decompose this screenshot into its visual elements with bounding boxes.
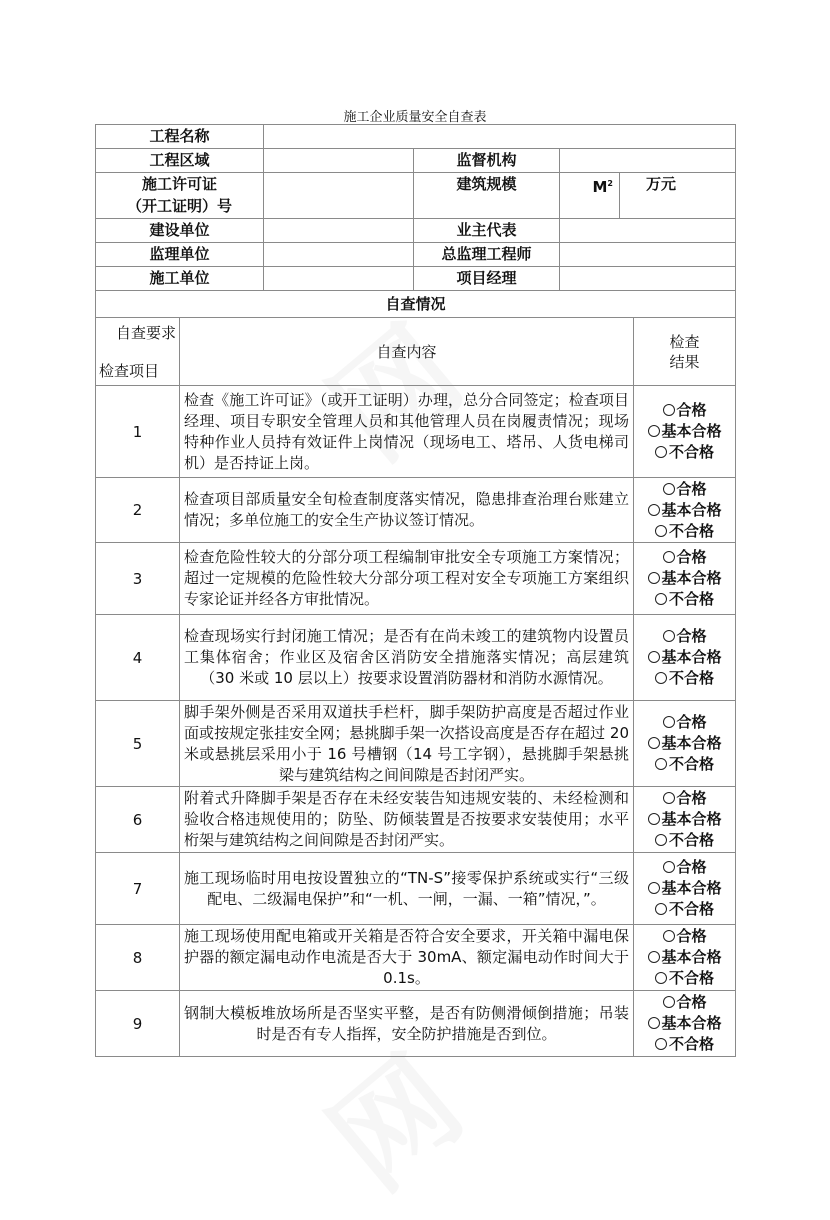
builder-unit-label: 施工单位 [96,267,264,291]
result-option[interactable] [634,947,735,968]
check-row-content: 施工现场临时用电按设置独立的“TN-S”接零保护系统或实行“三级配电、二级漏电保护”和“一机、一闸，一漏、一箱”情况，”。 [180,853,634,925]
check-row-number: 5 [96,701,180,787]
check-row-content: 施工现场使用配电箱或开关箱是否符合安全要求，开关箱中漏电保护器的额定漏电动作电流是否大于 30mA、额定漏电动作时间大于 0.1s。 [180,925,634,991]
check-row-content: 附着式升降脚手架是否存在未经安装告知违规安装的、未经检测和验收合格违规使用的；防坠、防倾装置是否按要求安装使用；水平桁架与建筑结构之间间隙是否封闭严实。 [180,787,634,853]
result-option-label: 不合格 [669,831,715,849]
check-row-result [634,853,736,925]
check-row-result [634,386,736,478]
permit-label-line2: （开工证明）号 [126,197,232,215]
result-option-label: 不合格 [669,443,715,461]
radio-circle-icon[interactable] [648,572,660,584]
check-row-number: 2 [96,478,180,543]
result-option[interactable] [634,400,735,421]
result-option-label: 基本合格 [661,810,722,828]
chief-supervisor-value[interactable] [560,243,736,267]
supervisor-unit-label: 监理单位 [96,243,264,267]
check-row-result [634,543,736,615]
result-option[interactable] [634,547,735,568]
result-option-label: 基本合格 [661,500,722,519]
check-row-content: 检查项目部质量安全旬检查制度落实情况，隐患排查治理台账建立情况；多单位施工的安全生产协议签订情况。 [180,478,634,543]
check-row-result [634,787,736,853]
result-option[interactable] [634,830,735,851]
permit-value[interactable] [264,173,414,219]
result-option-label: 基本合格 [661,422,722,440]
area-unit: M [592,178,608,196]
radio-circle-icon[interactable] [663,792,675,804]
header-result-line1: 检查 [669,332,700,351]
result-option-label: 基本合格 [661,948,722,966]
header-item: 检查项目 [99,361,160,380]
result-option[interactable] [634,968,735,989]
result-option[interactable] [634,733,735,754]
result-option-label: 不合格 [669,1035,715,1053]
money-unit: 万元 [646,175,677,193]
radio-circle-icon[interactable] [648,425,660,437]
permit-label [96,173,264,219]
check-row-number: 4 [96,615,180,701]
result-option-label: 基本合格 [661,1014,722,1032]
radio-circle-icon[interactable] [648,951,660,963]
check-row [96,991,736,1057]
self-check-table [95,290,736,1057]
radio-circle-icon[interactable] [663,630,675,642]
result-option[interactable] [634,992,735,1013]
check-row [96,386,736,478]
radio-circle-icon[interactable] [655,446,667,458]
result-option-label: 不合格 [669,521,715,540]
radio-circle-icon[interactable] [648,882,660,894]
result-option-label: 合格 [676,401,707,419]
radio-circle-icon[interactable] [648,1017,660,1029]
result-option[interactable] [634,788,735,809]
result-option-label: 合格 [676,927,707,945]
money-unit-cell[interactable] [620,173,736,219]
result-option-label: 合格 [676,789,707,807]
header-result [634,318,736,386]
radio-circle-icon[interactable] [663,716,675,728]
check-row [96,701,736,787]
check-row-number: 3 [96,543,180,615]
builder-unit-value[interactable] [264,267,414,291]
radio-circle-icon[interactable] [663,930,675,942]
radio-circle-icon[interactable] [655,758,667,770]
result-option[interactable] [634,1034,735,1055]
result-option[interactable] [634,521,735,542]
check-row [96,478,736,543]
check-row-number: 7 [96,853,180,925]
result-option-label: 合格 [676,627,707,645]
header-content: 自查内容 [180,318,634,386]
supervisor-unit-value[interactable] [264,243,414,267]
radio-circle-icon[interactable] [655,1038,667,1050]
area-unit-sup: 2 [607,179,613,188]
radio-circle-icon[interactable] [663,551,675,563]
radio-circle-icon[interactable] [648,651,660,663]
result-option[interactable] [634,647,735,668]
result-option-label: 合格 [676,479,707,498]
check-row-number: 1 [96,386,180,478]
result-option[interactable] [634,809,735,830]
area-unit-cell[interactable] [560,173,620,219]
check-row-result [634,701,736,787]
chief-supervisor-label: 总监理工程师 [414,243,560,267]
owner-rep-label: 业主代表 [414,219,560,243]
check-row-number: 6 [96,787,180,853]
result-option[interactable] [634,899,735,920]
check-row-content: 脚手架外侧是否采用双道扶手栏杆，脚手架防护高度是否超过作业面或按规定张挂安全网；悬挑脚手架一次搭设高度是否存在超过 20 米或悬挑层采用小于 16 号槽钢（14 号工字钢），悬挑脚手架悬挑梁与建筑结构之间间隙是否封闭严实。 [180,701,634,787]
result-option[interactable] [634,926,735,947]
result-option[interactable] [634,1013,735,1034]
radio-circle-icon[interactable] [663,861,675,873]
result-option-label: 合格 [676,858,707,876]
header-requirement-item [96,318,180,386]
result-option[interactable] [634,857,735,878]
permit-label-line1: 施工许可证 [141,175,217,193]
result-option-label: 合格 [676,713,707,731]
result-option-label: 基本合格 [661,648,722,666]
project-area-label: 工程区域 [96,149,264,173]
check-row-result [634,615,736,701]
check-row-content: 钢制大模板堆放场所是否坚实平整，是否有防侧滑倾倒措施；吊装时是否有专人指挥，安全防护措施是否到位。 [180,991,634,1057]
check-row-number: 8 [96,925,180,991]
check-row [96,543,736,615]
radio-circle-icon[interactable] [655,672,667,684]
result-option-label: 不合格 [669,900,715,918]
result-option-label: 不合格 [669,669,715,687]
check-row [96,853,736,925]
result-option[interactable] [634,442,735,463]
result-option[interactable] [634,754,735,775]
project-area-value[interactable] [264,149,414,173]
check-row [96,925,736,991]
result-option[interactable] [634,568,735,589]
radio-circle-icon[interactable] [655,834,667,846]
result-option-label: 不合格 [669,969,715,987]
result-option[interactable] [634,421,735,442]
result-option[interactable] [634,878,735,899]
result-option[interactable] [634,479,735,500]
result-option-label: 基本合格 [661,734,722,752]
radio-circle-icon[interactable] [655,972,667,984]
owner-rep-value[interactable] [560,219,736,243]
result-option-label: 合格 [676,993,707,1011]
result-option[interactable] [634,500,735,521]
project-name-value[interactable] [264,125,736,149]
construction-unit-value[interactable] [264,219,414,243]
result-option-label: 合格 [676,548,707,566]
radio-circle-icon[interactable] [648,504,660,516]
project-manager-label: 项目经理 [414,267,560,291]
check-row-result [634,478,736,543]
check-row-result [634,991,736,1057]
header-result-line2: 结果 [669,352,700,371]
building-scale-label: 建筑规模 [414,173,560,219]
radio-circle-icon[interactable] [648,813,660,825]
supervision-org-value[interactable] [560,149,736,173]
result-option[interactable] [634,668,735,689]
result-option[interactable] [634,712,735,733]
result-option[interactable] [634,626,735,647]
radio-circle-icon[interactable] [648,737,660,749]
supervision-org-label: 监督机构 [414,149,560,173]
project-manager-value[interactable] [560,267,736,291]
result-option-label: 基本合格 [661,879,722,897]
radio-circle-icon[interactable] [655,525,667,537]
result-option-label: 不合格 [669,755,715,773]
project-info-table [95,124,736,291]
radio-circle-icon[interactable] [663,996,675,1008]
result-option-label: 基本合格 [661,569,722,587]
check-row-number: 9 [96,991,180,1057]
section-title: 自查情况 [96,291,736,318]
radio-circle-icon[interactable] [663,404,675,416]
check-row [96,615,736,701]
page-title: 施工企业质量安全自查表 [343,110,487,125]
check-row-content: 检查危险性较大的分部分项工程编制审批安全专项施工方案情况；超过一定规模的危险性较大分部分项工程对安全专项施工方案组织专家论证并经各方审批情况。 [180,543,634,615]
header-requirement: 自查要求 [115,323,176,342]
radio-circle-icon[interactable] [655,593,667,605]
check-row-content: 检查《施工许可证》（或开工证明）办理，总分合同签定；检查项目经理、项目专职安全管理人员和其他管理人员在岗履责情况；现场特种作业人员持有效证件上岗情况（现场电工、塔吊、人货电梯司机）是否持证上岗。 [180,386,634,478]
construction-unit-label: 建设单位 [96,219,264,243]
radio-circle-icon[interactable] [655,903,667,915]
result-option[interactable] [634,589,735,610]
check-row [96,787,736,853]
check-row-content: 检查现场实行封闭施工情况；是否有在尚未竣工的建筑物内设置员工集体宿舍；作业区及宿舍区消防安全措施落实情况；高层建筑（30 米或 10 层以上）按要求设置消防器材和消防水源情况。 [180,615,634,701]
result-option-label: 不合格 [669,590,715,608]
check-row-result [634,925,736,991]
radio-circle-icon[interactable] [663,483,675,495]
project-name-label: 工程名称 [96,125,264,149]
